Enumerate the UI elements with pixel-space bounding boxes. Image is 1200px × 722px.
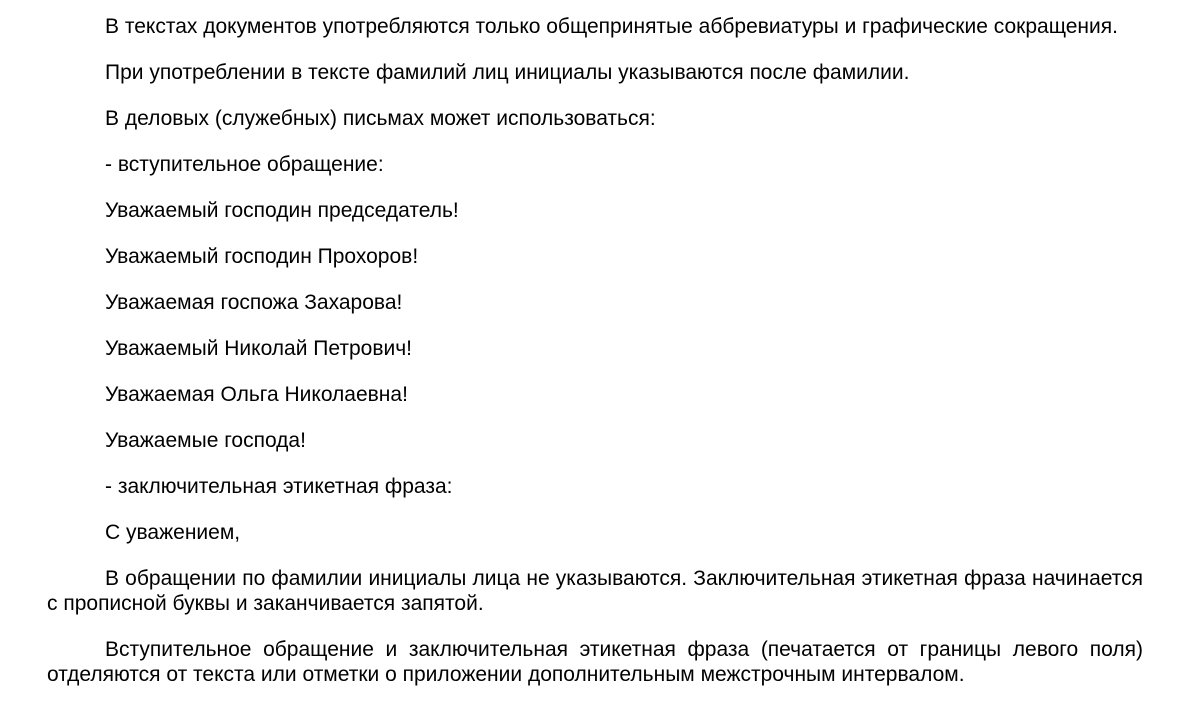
example-address-nikolai: Уважаемый Николай Петрович!	[105, 337, 413, 360]
example-address-olga: Уважаемая Ольга Николаевна!	[105, 383, 408, 406]
example-address-prokhorov: Уважаемый господин Прохоров!	[105, 245, 419, 268]
example-address-zakharova: Уважаемая госпожа Захарова!	[105, 291, 403, 314]
document-body	[47, 14, 1143, 687]
paragraph-opening-address-label: - вступительное обращение:	[105, 153, 384, 176]
example-closing-phrase: С уважением,	[105, 521, 241, 544]
example-address-gentlemen: Уважаемые господа!	[105, 429, 306, 452]
paragraph-surname-rule: В обращении по фамилии инициалы лица не указываются. Заключительная этикетная фраза начинается с прописной буквы и заканчивается запятой.	[47, 567, 1143, 615]
paragraph-abbreviations: В текстах документов употребляются только общепринятые аббревиатуры и графические сокращения.	[105, 15, 1118, 38]
paragraph-closing-phrase-label: - заключительная этикетная фраза:	[105, 475, 453, 498]
paragraph-letters-intro: В деловых (служебных) письмах может использоваться:	[105, 107, 656, 130]
paragraph-spacing-rule: Вступительное обращение и заключительная этикетная фраза (печатается от границы левого поля) отделяются от текста или отметки о приложении дополнительным межстрочным интервалом.	[47, 638, 1143, 686]
example-address-chairman: Уважаемый господин председатель!	[105, 199, 459, 222]
paragraph-initials: При употреблении в тексте фамилий лиц инициалы указываются после фамилии.	[105, 61, 910, 84]
